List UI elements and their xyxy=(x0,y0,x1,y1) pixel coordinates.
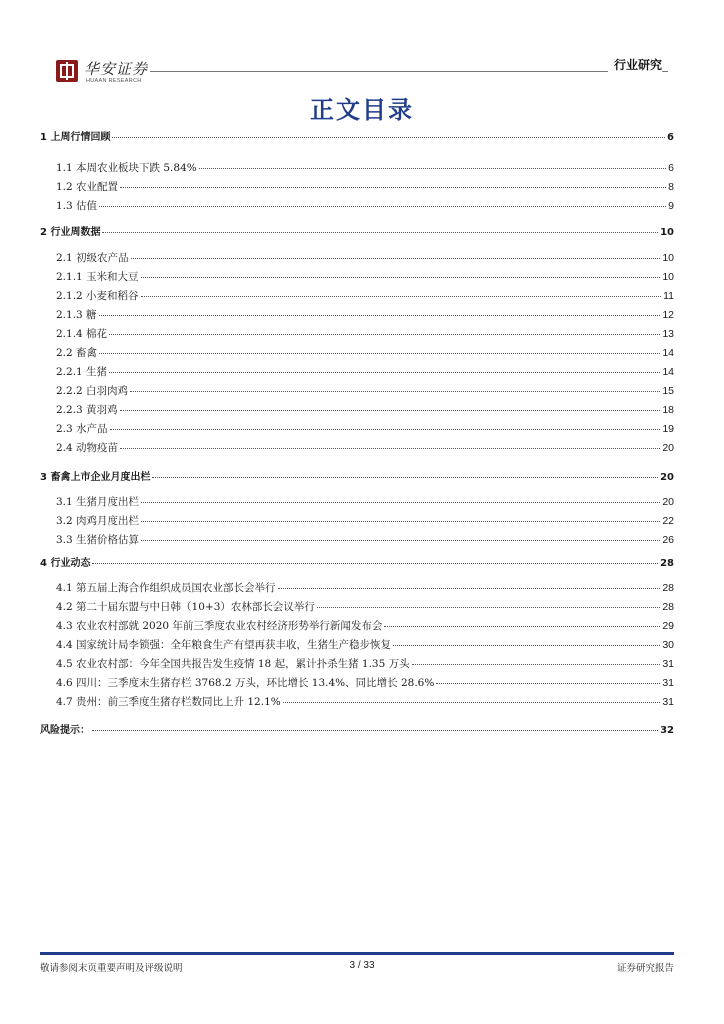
toc-dot-leader xyxy=(436,683,660,684)
toc-dot-leader xyxy=(317,607,660,608)
toc-entry-page: 8 xyxy=(668,181,674,193)
toc-entry-page: 31 xyxy=(662,658,674,670)
toc-entry-title: 1 上周行情回顾 xyxy=(40,132,111,143)
toc-entry-title: 4.4 国家统计局李锁强：全年粮食生产有望再获丰收，生猪生产稳步恢复 xyxy=(56,639,392,651)
toc-dot-leader xyxy=(278,588,661,589)
toc-entry-title: 4.1 第五届上海合作组织成员国农业部长会举行 xyxy=(56,582,276,594)
toc-entry[interactable] xyxy=(56,182,674,193)
toc-entry-page: 10 xyxy=(662,252,674,264)
toc-dot-leader xyxy=(110,429,661,430)
toc-dot-leader xyxy=(99,353,660,354)
toc-dot-leader xyxy=(112,137,665,138)
toc-entry[interactable] xyxy=(40,228,674,238)
toc-dot-leader xyxy=(412,664,661,665)
company-logo-icon xyxy=(56,60,78,82)
toc-entry-page: 31 xyxy=(662,677,674,689)
toc-entry[interactable] xyxy=(56,697,674,708)
toc-entry[interactable] xyxy=(56,386,674,397)
toc-dot-leader xyxy=(152,477,658,478)
toc-entry-page: 20 xyxy=(662,496,674,508)
toc-entry-title: 3.2 肉鸡月度出栏 xyxy=(56,515,140,527)
toc-dot-leader xyxy=(109,372,660,373)
toc-entry-title: 4.6 四川：三季度末生猪存栏 3768.2 万头，环比增长 13.4%、同比增长 28.6% xyxy=(56,677,435,689)
toc-entry[interactable] xyxy=(40,726,674,736)
toc-entry-page: 14 xyxy=(662,366,674,378)
toc-entry[interactable] xyxy=(56,535,674,546)
page-header xyxy=(0,0,724,84)
toc-dot-leader xyxy=(199,168,666,169)
toc-entry[interactable] xyxy=(56,443,674,454)
toc-entry-page: 11 xyxy=(663,290,674,302)
toc-dot-leader xyxy=(131,258,661,259)
toc-entry[interactable] xyxy=(56,678,674,689)
toc-entry-page: 15 xyxy=(662,385,674,397)
toc-dot-leader xyxy=(99,315,661,316)
toc-entry[interactable] xyxy=(56,497,674,508)
toc-dot-leader xyxy=(393,645,660,646)
toc-entry[interactable] xyxy=(56,367,674,378)
toc-dot-leader xyxy=(120,410,661,411)
toc-entry[interactable] xyxy=(56,291,674,302)
toc-entry[interactable] xyxy=(56,516,674,527)
toc-entry-title: 2.1.3 糖 xyxy=(56,309,97,321)
toc-entry[interactable] xyxy=(56,405,674,416)
toc-entry-title: 4 行业动态 xyxy=(40,558,91,569)
toc-entry[interactable] xyxy=(56,348,674,359)
toc-entry-page: 30 xyxy=(662,639,674,651)
toc-entry-page: 10 xyxy=(660,227,674,238)
footer-disclaimer: 敬请参阅末页重要声明及评级说明 xyxy=(40,963,183,974)
toc-entry[interactable] xyxy=(40,133,674,143)
toc-entry[interactable] xyxy=(56,329,674,340)
toc-entry-page: 14 xyxy=(662,347,674,359)
toc-dot-leader xyxy=(141,296,662,297)
toc-entry-page: 20 xyxy=(662,442,674,454)
toc-dot-leader xyxy=(384,626,660,627)
toc-entry-title: 2.1.4 棉花 xyxy=(56,328,108,340)
toc-entry[interactable] xyxy=(56,201,674,212)
toc-entry-title: 4.2 第二十届东盟与中日韩（10+3）农林部长会议举行 xyxy=(56,601,315,613)
toc-entry-title: 2.2.3 黄羽鸡 xyxy=(56,404,118,416)
page-number: 3 / 33 xyxy=(349,960,375,971)
header-divider xyxy=(150,71,668,72)
toc-entry[interactable] xyxy=(40,559,674,569)
toc-entry[interactable] xyxy=(56,272,674,283)
toc-entry-page: 28 xyxy=(662,601,674,613)
toc-entry-page: 28 xyxy=(660,558,674,569)
toc-dot-leader xyxy=(102,232,658,233)
toc-entry[interactable] xyxy=(56,659,674,670)
toc-entry[interactable] xyxy=(40,473,674,483)
toc-dot-leader xyxy=(130,391,660,392)
toc-dot-leader xyxy=(141,502,660,503)
toc-entry-page: 6 xyxy=(668,162,674,174)
toc-entry-page: 28 xyxy=(662,582,674,594)
toc-entry-page: 26 xyxy=(662,534,674,546)
toc-dot-leader xyxy=(120,187,666,188)
toc-entry-page: 31 xyxy=(662,696,674,708)
toc-entry-title: 2.4 动物疫苗 xyxy=(56,442,119,454)
brand-name-english: HUAAN RESEARCH xyxy=(86,78,142,84)
toc-entry-title: 2 行业周数据 xyxy=(40,227,101,238)
toc-entry-title: 1.3 估值 xyxy=(56,200,98,212)
toc-entry-page: 18 xyxy=(662,404,674,416)
toc-entry-title: 2.1 初级农产品 xyxy=(56,252,129,264)
toc-dot-leader xyxy=(92,563,658,564)
toc-dot-leader xyxy=(283,702,661,703)
toc-entry[interactable] xyxy=(56,310,674,321)
toc-entry[interactable] xyxy=(56,253,674,264)
toc-entry-title: 2.3 水产品 xyxy=(56,423,108,435)
toc-entry-page: 22 xyxy=(662,515,674,527)
toc-entry-page: 29 xyxy=(662,620,674,632)
toc-entry-page: 13 xyxy=(662,328,674,340)
toc-entry[interactable] xyxy=(56,621,674,632)
toc-dot-leader xyxy=(99,206,666,207)
toc-dot-leader xyxy=(120,448,660,449)
toc-entry-page: 32 xyxy=(660,725,674,736)
toc-entry-page: 20 xyxy=(660,472,674,483)
toc-entry[interactable] xyxy=(56,163,674,174)
toc-entry-page: 12 xyxy=(662,309,674,321)
toc-entry-title: 2.2.1 生猪 xyxy=(56,366,108,378)
toc-entry-page: 6 xyxy=(667,132,674,143)
toc-dot-leader xyxy=(141,277,661,278)
toc-entry-title: 4.7 贵州：前三季度生猪存栏数同比上升 12.1% xyxy=(56,696,281,708)
toc-entry-title: 3 畜禽上市企业月度出栏 xyxy=(40,472,151,483)
toc-entry-title: 4.5 农业农村部：今年全国共报告发生疫情 18 起，累计扑杀生猪 1.35 万头 xyxy=(56,658,410,670)
toc-entry-page: 19 xyxy=(662,423,674,435)
footer-report-type: 证券研究报告 xyxy=(616,963,674,974)
toc-dot-leader xyxy=(141,521,660,522)
footer-divider xyxy=(40,952,674,955)
toc-entry-title: 2.2.2 白羽肉鸡 xyxy=(56,385,129,397)
toc-entry-title: 1.1 本周农业板块下跌 5.84% xyxy=(56,162,197,174)
report-category: 行业研究 xyxy=(608,56,662,73)
toc-entry-page: 9 xyxy=(668,200,674,212)
page-title: 正文目录 xyxy=(310,96,414,124)
toc-entry-title: 3.1 生猪月度出栏 xyxy=(56,496,140,508)
toc-entry[interactable] xyxy=(56,640,674,651)
toc-entry[interactable] xyxy=(56,583,674,594)
toc-dot-leader xyxy=(141,540,660,541)
toc-entry[interactable] xyxy=(56,602,674,613)
toc-entry-page: 10 xyxy=(662,271,674,283)
brand-name: 华安证券 xyxy=(84,60,149,78)
toc-entry-title: 1.2 农业配置 xyxy=(56,181,119,193)
toc-entry-title: 2.2 畜禽 xyxy=(56,347,98,359)
toc-entry[interactable] xyxy=(56,424,674,435)
toc-entry-title: 4.3 农业农村部就 2020 年前三季度农业农村经济形势举行新闻发布会 xyxy=(56,620,383,632)
toc-entry-title: 2.1.1 玉米和大豆 xyxy=(56,271,139,283)
toc-dot-leader xyxy=(109,334,660,335)
toc-dot-leader xyxy=(92,730,658,731)
toc-entry-title: 2.1.2 小麦和稻谷 xyxy=(56,290,139,302)
toc-entry-title: 3.3 生猪价格估算 xyxy=(56,534,140,546)
toc-entry-title: 风险提示： xyxy=(40,725,90,736)
